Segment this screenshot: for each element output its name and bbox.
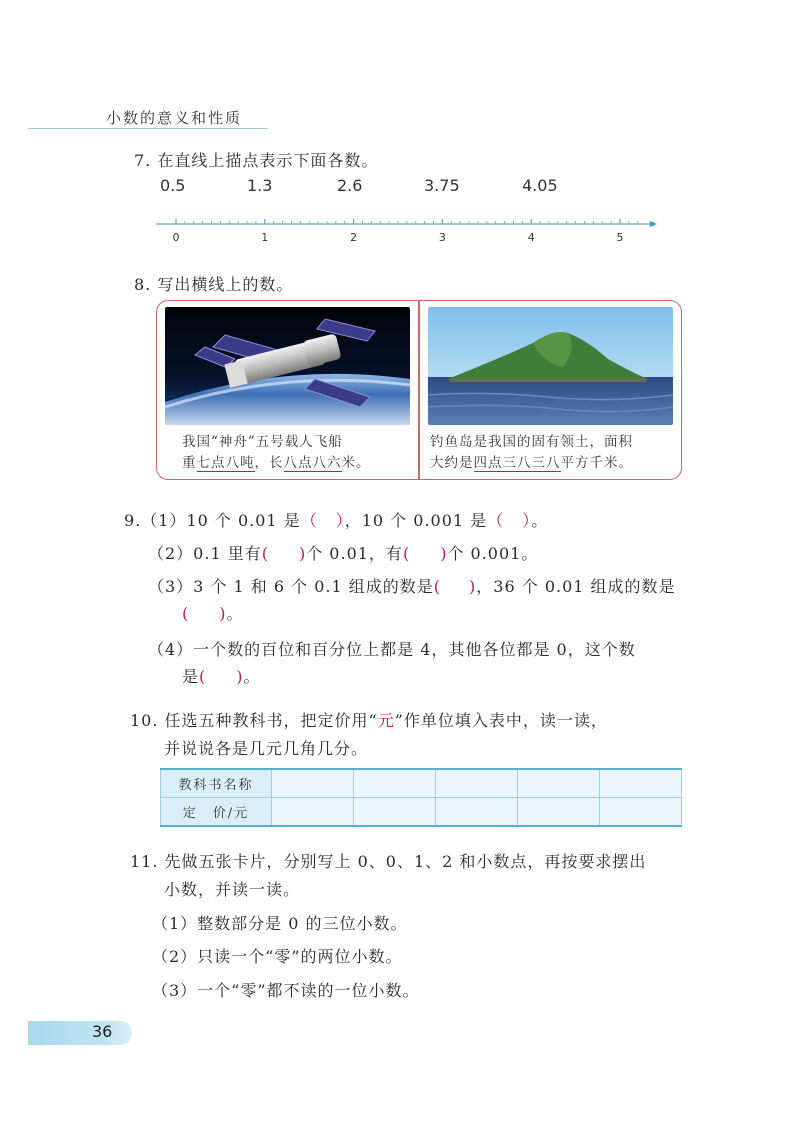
q9-text: 9.（1）10 个 0.01 是	[124, 511, 301, 530]
question-11-part-1: （1）整数部分是 0 的三位小数。	[152, 914, 408, 933]
left-caption-text: 米。	[341, 455, 371, 471]
answer-blank-open: (	[261, 544, 269, 563]
page-number: 36	[92, 1022, 113, 1041]
answer-blank-close: )	[219, 604, 227, 623]
left-caption-text: ，长	[254, 455, 284, 471]
table-cell[interactable]	[436, 798, 518, 827]
answer-blank-close: )	[236, 667, 244, 686]
table-row	[161, 769, 682, 798]
question-9-part-1	[124, 508, 548, 531]
q9-text: 。	[226, 604, 244, 623]
question-7-text: 7. 在直线上描点表示下面各数。	[134, 151, 379, 170]
q9-text: 。	[243, 667, 261, 686]
q10-text: ”作单位填入表中，读一读，	[394, 711, 608, 730]
right-caption-line-2	[430, 452, 633, 474]
tick-label: 3	[438, 231, 446, 244]
question-9-part-2	[148, 541, 538, 564]
answer-blank-close: )	[440, 544, 448, 563]
question-9-part-4-cont	[182, 664, 261, 687]
question-9-part-3-cont	[182, 601, 244, 624]
q9-text: ，36 个 0.01 组成的数是	[476, 577, 676, 596]
question-11-part-2: （2）只读一个“零”的两位小数。	[152, 947, 403, 966]
answer-blank-open: (	[402, 544, 411, 563]
underlined-weight: 七点八吨	[196, 455, 255, 471]
table-cell[interactable]	[272, 798, 354, 827]
table-cell[interactable]	[518, 769, 600, 798]
number-line	[150, 210, 670, 246]
table-cell[interactable]	[600, 769, 682, 798]
table-cell[interactable]	[518, 798, 600, 827]
answer-blank-open: (	[182, 604, 190, 623]
question-11-line-2: 小数，并读一读。	[164, 880, 301, 899]
underlined-length: 八点八六	[283, 455, 342, 471]
q9-text: 是	[182, 667, 200, 686]
answer-blank-open: （	[300, 511, 318, 530]
left-caption-line-1: 我国“神舟”五号载人飞船	[182, 434, 343, 450]
table-cell[interactable]	[436, 769, 518, 798]
left-caption-text: 重	[182, 455, 197, 471]
photo-card-divider	[418, 300, 420, 480]
island-photo	[428, 307, 673, 425]
q10-text: 10. 任选五种教科书，把定价用“	[130, 711, 378, 730]
answer-blank-close: )	[298, 544, 307, 563]
table-cell[interactable]	[272, 769, 354, 798]
table-header-book-name: 教科书名称	[161, 769, 272, 798]
unit-yuan: 元	[377, 711, 395, 730]
tick-label: 0	[172, 231, 180, 244]
number-1-3: 1.3	[247, 176, 273, 195]
right-caption-text: 平方千米。	[560, 455, 633, 471]
question-11-line-1: 11. 先做五张卡片，分别写上 0、0、1、2 和小数点，再按要求摆出	[130, 852, 647, 871]
number-4-05: 4.05	[522, 176, 558, 195]
tick-label: 1	[261, 231, 269, 244]
number-0-5: 0.5	[160, 176, 186, 195]
left-caption-line-2	[182, 452, 371, 474]
answer-blank-open: （	[487, 511, 505, 530]
answer-blank-close: )	[469, 577, 477, 596]
underlined-area: 四点三八三八	[473, 455, 561, 471]
question-10-line-2: 并说说各是几元几角几分。	[164, 739, 369, 758]
table-row	[161, 798, 682, 827]
q9-text: （2）0.1 里有	[148, 544, 262, 563]
q9-text: 个 0.01，有	[306, 544, 403, 563]
spacecraft-photo	[165, 307, 410, 425]
answer-blank-open: (	[433, 577, 442, 596]
price-table	[160, 768, 682, 827]
right-caption-text: 大约是	[430, 455, 474, 471]
table-header-price: 定 价/元	[161, 798, 272, 827]
tick-label: 5	[616, 231, 624, 244]
number-line-arrow-icon	[650, 221, 657, 227]
tick-label: 2	[350, 231, 358, 244]
number-line-axis	[156, 219, 657, 244]
q9-text: ，10 个 0.001 是	[344, 511, 488, 530]
table-cell[interactable]	[354, 769, 436, 798]
q9-text: （3）3 个 1 和 6 个 0.1 组成的数是	[148, 577, 434, 596]
header-rule	[28, 128, 268, 129]
tick-label: 4	[527, 231, 535, 244]
question-10-line-1	[130, 708, 608, 731]
table-cell[interactable]	[600, 798, 682, 827]
page-number-tab	[28, 1021, 132, 1045]
table-cell[interactable]	[354, 798, 436, 827]
answer-blank-open: (	[199, 667, 207, 686]
section-title: 小数的意义和性质	[106, 109, 243, 127]
answer-blank-close: ）	[522, 511, 532, 530]
q9-text: 。	[531, 511, 549, 530]
right-caption-line-1: 钓鱼岛是我国的固有领土，面积	[430, 434, 633, 450]
question-8-text: 8. 写出横线上的数。	[134, 275, 294, 294]
question-11-part-3: （3）一个“零”都不读的一位小数。	[152, 981, 420, 1000]
number-3-75: 3.75	[424, 176, 460, 195]
question-9-part-4: （4）一个数的百位和百分位上都是 4，其他各位都是 0，这个数	[148, 640, 636, 659]
number-2-6: 2.6	[337, 176, 363, 195]
q9-text: 个 0.001。	[447, 544, 539, 563]
answer-blank-close: ）	[335, 511, 345, 530]
question-9-part-3	[148, 574, 676, 597]
